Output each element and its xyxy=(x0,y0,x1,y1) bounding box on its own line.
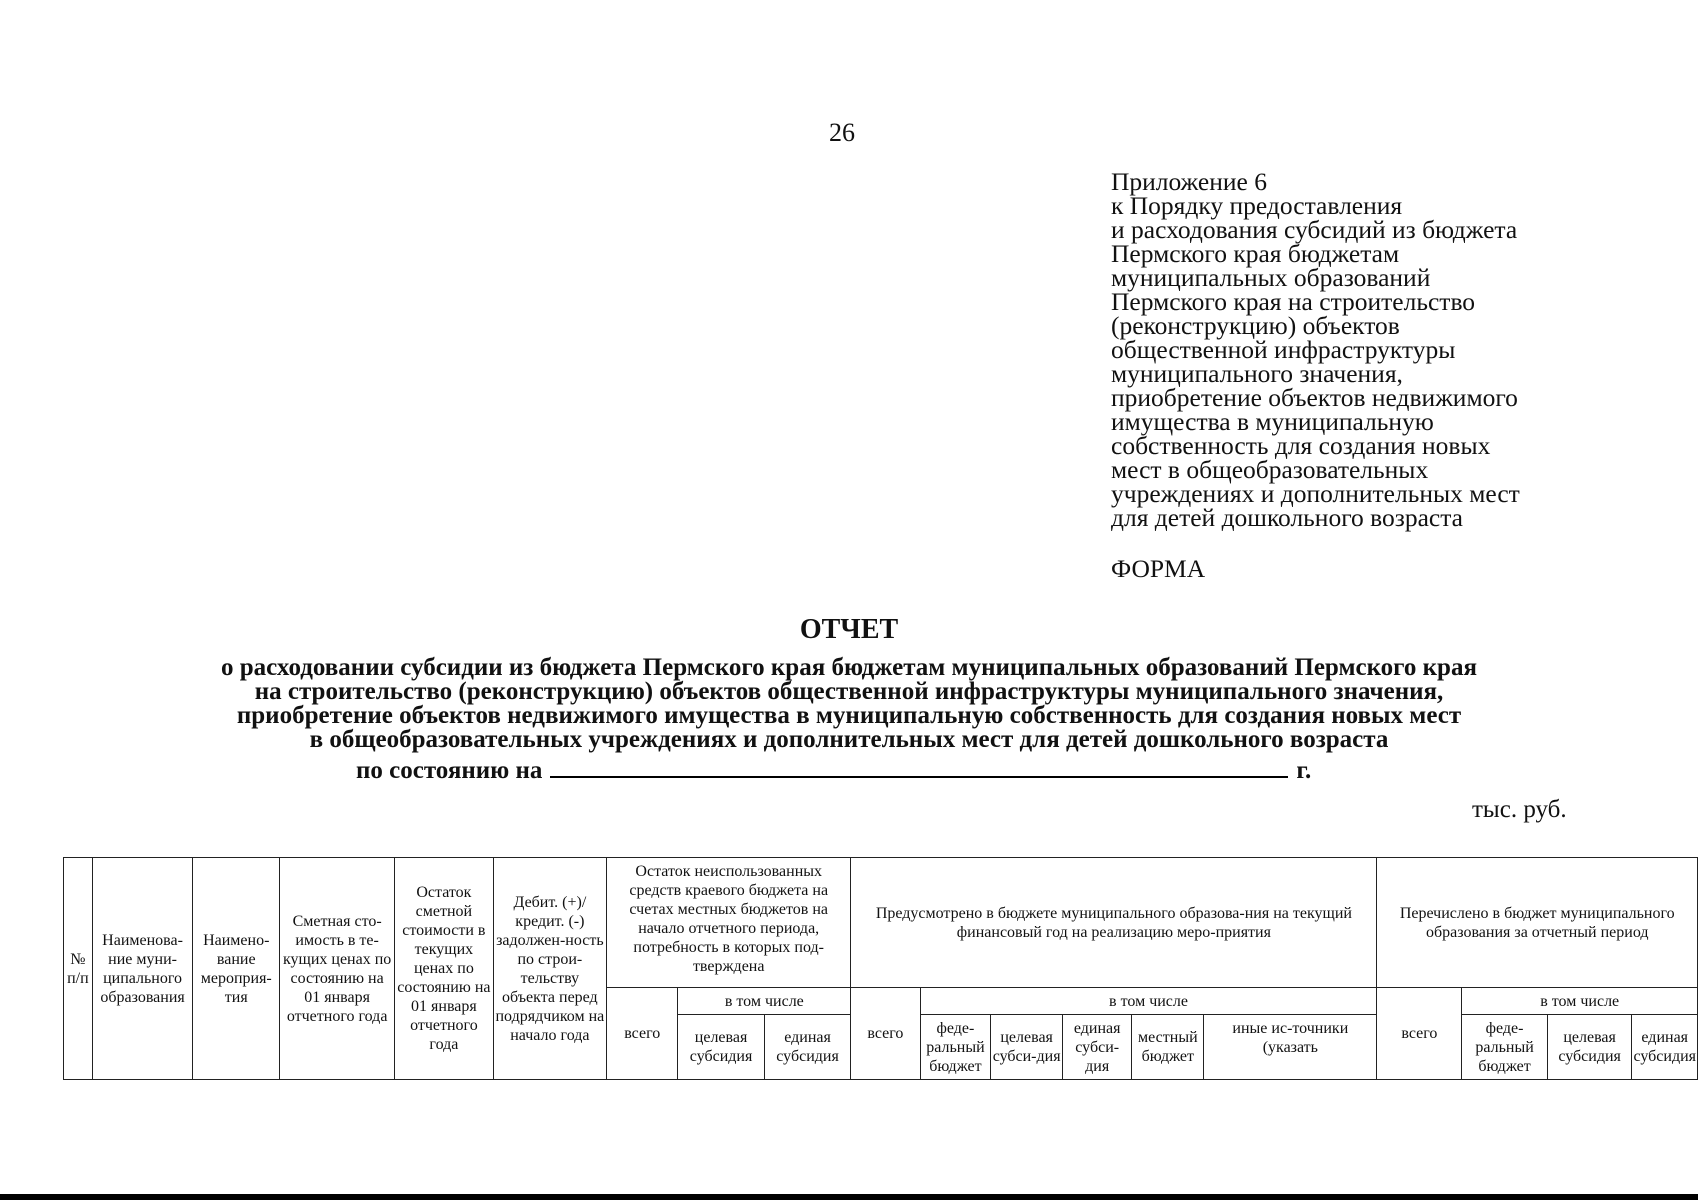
report-title: ОТЧЕТ xyxy=(799,614,899,645)
appendix-line: собственность для создания новых xyxy=(1111,431,1491,460)
header-total: всего xyxy=(607,988,678,1080)
header-including: в том числе xyxy=(920,988,1377,1015)
date-blank-field[interactable] xyxy=(550,754,1288,778)
appendix-line: Приложение 6 xyxy=(1111,167,1267,196)
appendix-line: имущества в муниципальную xyxy=(1111,407,1434,436)
header-total: всего xyxy=(851,988,920,1080)
appendix-line: муниципальных образований xyxy=(1111,263,1431,292)
report-subtitle-line: приобретение объектов недвижимого имущества в муниципальную собственность для создания новых мест xyxy=(236,702,1462,729)
appendix-line: муниципального значения, xyxy=(1111,359,1403,388)
header-municipality: Наименова-ние муни-ципального образования xyxy=(92,858,193,1080)
header-including: в том числе xyxy=(678,988,851,1015)
header-number: № п/п xyxy=(64,858,93,1080)
header-debt: Дебит. (+)/ кредит. (-) задолжен-ность по строи-тельству объекта перед подрядчиком на начало года xyxy=(493,858,606,1080)
header-estimated-cost: Сметная сто-имость в те-кущих ценах по состоянию на 01 января отчетного года xyxy=(280,858,395,1080)
appendix-line: мест в общеобразовательных xyxy=(1111,455,1429,484)
report-subtitle xyxy=(0,656,1698,752)
appendix-line: учреждениях и дополнительных мест xyxy=(1111,479,1520,508)
report-date-line xyxy=(356,754,1311,785)
appendix-line: к Порядку предоставления xyxy=(1111,191,1403,220)
header-activity: Наимено-вание мероприя-тия xyxy=(193,858,280,1080)
appendix-block xyxy=(1111,167,1520,532)
header-group-unused-funds: Остаток неиспользованных средств краевого бюджета на счетах местных бюджетов на начало отчетного периода, потребность в которых под-тверждена xyxy=(607,858,851,988)
header-single-subsidy: единая субсидия xyxy=(764,1015,850,1080)
header-federal-budget: феде-ральный бюджет xyxy=(1462,1015,1547,1080)
form-label: ФОРМА xyxy=(1111,554,1206,583)
report-subtitle-line: о расходовании субсидии из бюджета Пермского края бюджетам муниципальных образований Пермского края xyxy=(221,654,1477,681)
scan-bottom-edge xyxy=(0,1194,1698,1200)
header-target-subsidy: целевая субсидия xyxy=(1547,1015,1632,1080)
appendix-line: приобретение объектов недвижимого xyxy=(1111,383,1518,412)
header-total: всего xyxy=(1377,988,1462,1080)
header-including: в том числе xyxy=(1462,988,1698,1015)
page-number: 26 xyxy=(829,118,855,147)
units-label: тыс. руб. xyxy=(1472,796,1567,823)
appendix-line: и расходования субсидий из бюджета xyxy=(1111,215,1518,244)
header-single-subsidy: единая субси-дия xyxy=(1062,1015,1132,1080)
header-cost-remainder: Остаток сметной стоимости в текущих ценах по состоянию на 01 января отчетного года xyxy=(395,858,493,1080)
report-subtitle-line: в общеобразовательных учреждениях и дополнительных мест для детей дошкольного возраста xyxy=(309,726,1389,753)
header-group-transferred: Перечислено в бюджет муниципального образования за отчетный период xyxy=(1377,858,1698,988)
appendix-line: для детей дошкольного возраста xyxy=(1111,503,1463,532)
header-local-budget: местный бюджет xyxy=(1132,1015,1204,1080)
appendix-line: Пермского края бюджетам xyxy=(1111,239,1400,268)
header-group-budgeted: Предусмотрено в бюджете муниципального образова-ния на текущий финансовый год на реализацию меро-приятия xyxy=(851,858,1377,988)
appendix-line: Пермского края на строительство xyxy=(1111,287,1476,316)
header-target-subsidy: целевая субсидия xyxy=(678,1015,764,1080)
header-other-sources: иные ис-точники (указать xyxy=(1204,1015,1377,1080)
appendix-line: общественной инфраструктуры xyxy=(1111,335,1456,364)
date-suffix: г. xyxy=(1296,757,1312,784)
header-target-subsidy: целевая субси-дия xyxy=(991,1015,1063,1080)
report-subtitle-line: на строительство (реконструкцию) объектов общественной инфраструктуры муниципального значения, xyxy=(254,678,1444,705)
appendix-line: (реконструкцию) объектов xyxy=(1111,311,1400,340)
header-federal-budget: феде-ральный бюджет xyxy=(920,1015,991,1080)
report-table xyxy=(63,857,1698,1080)
date-prefix: по состоянию на xyxy=(356,757,543,784)
header-single-subsidy: единая субсидия xyxy=(1632,1015,1698,1080)
